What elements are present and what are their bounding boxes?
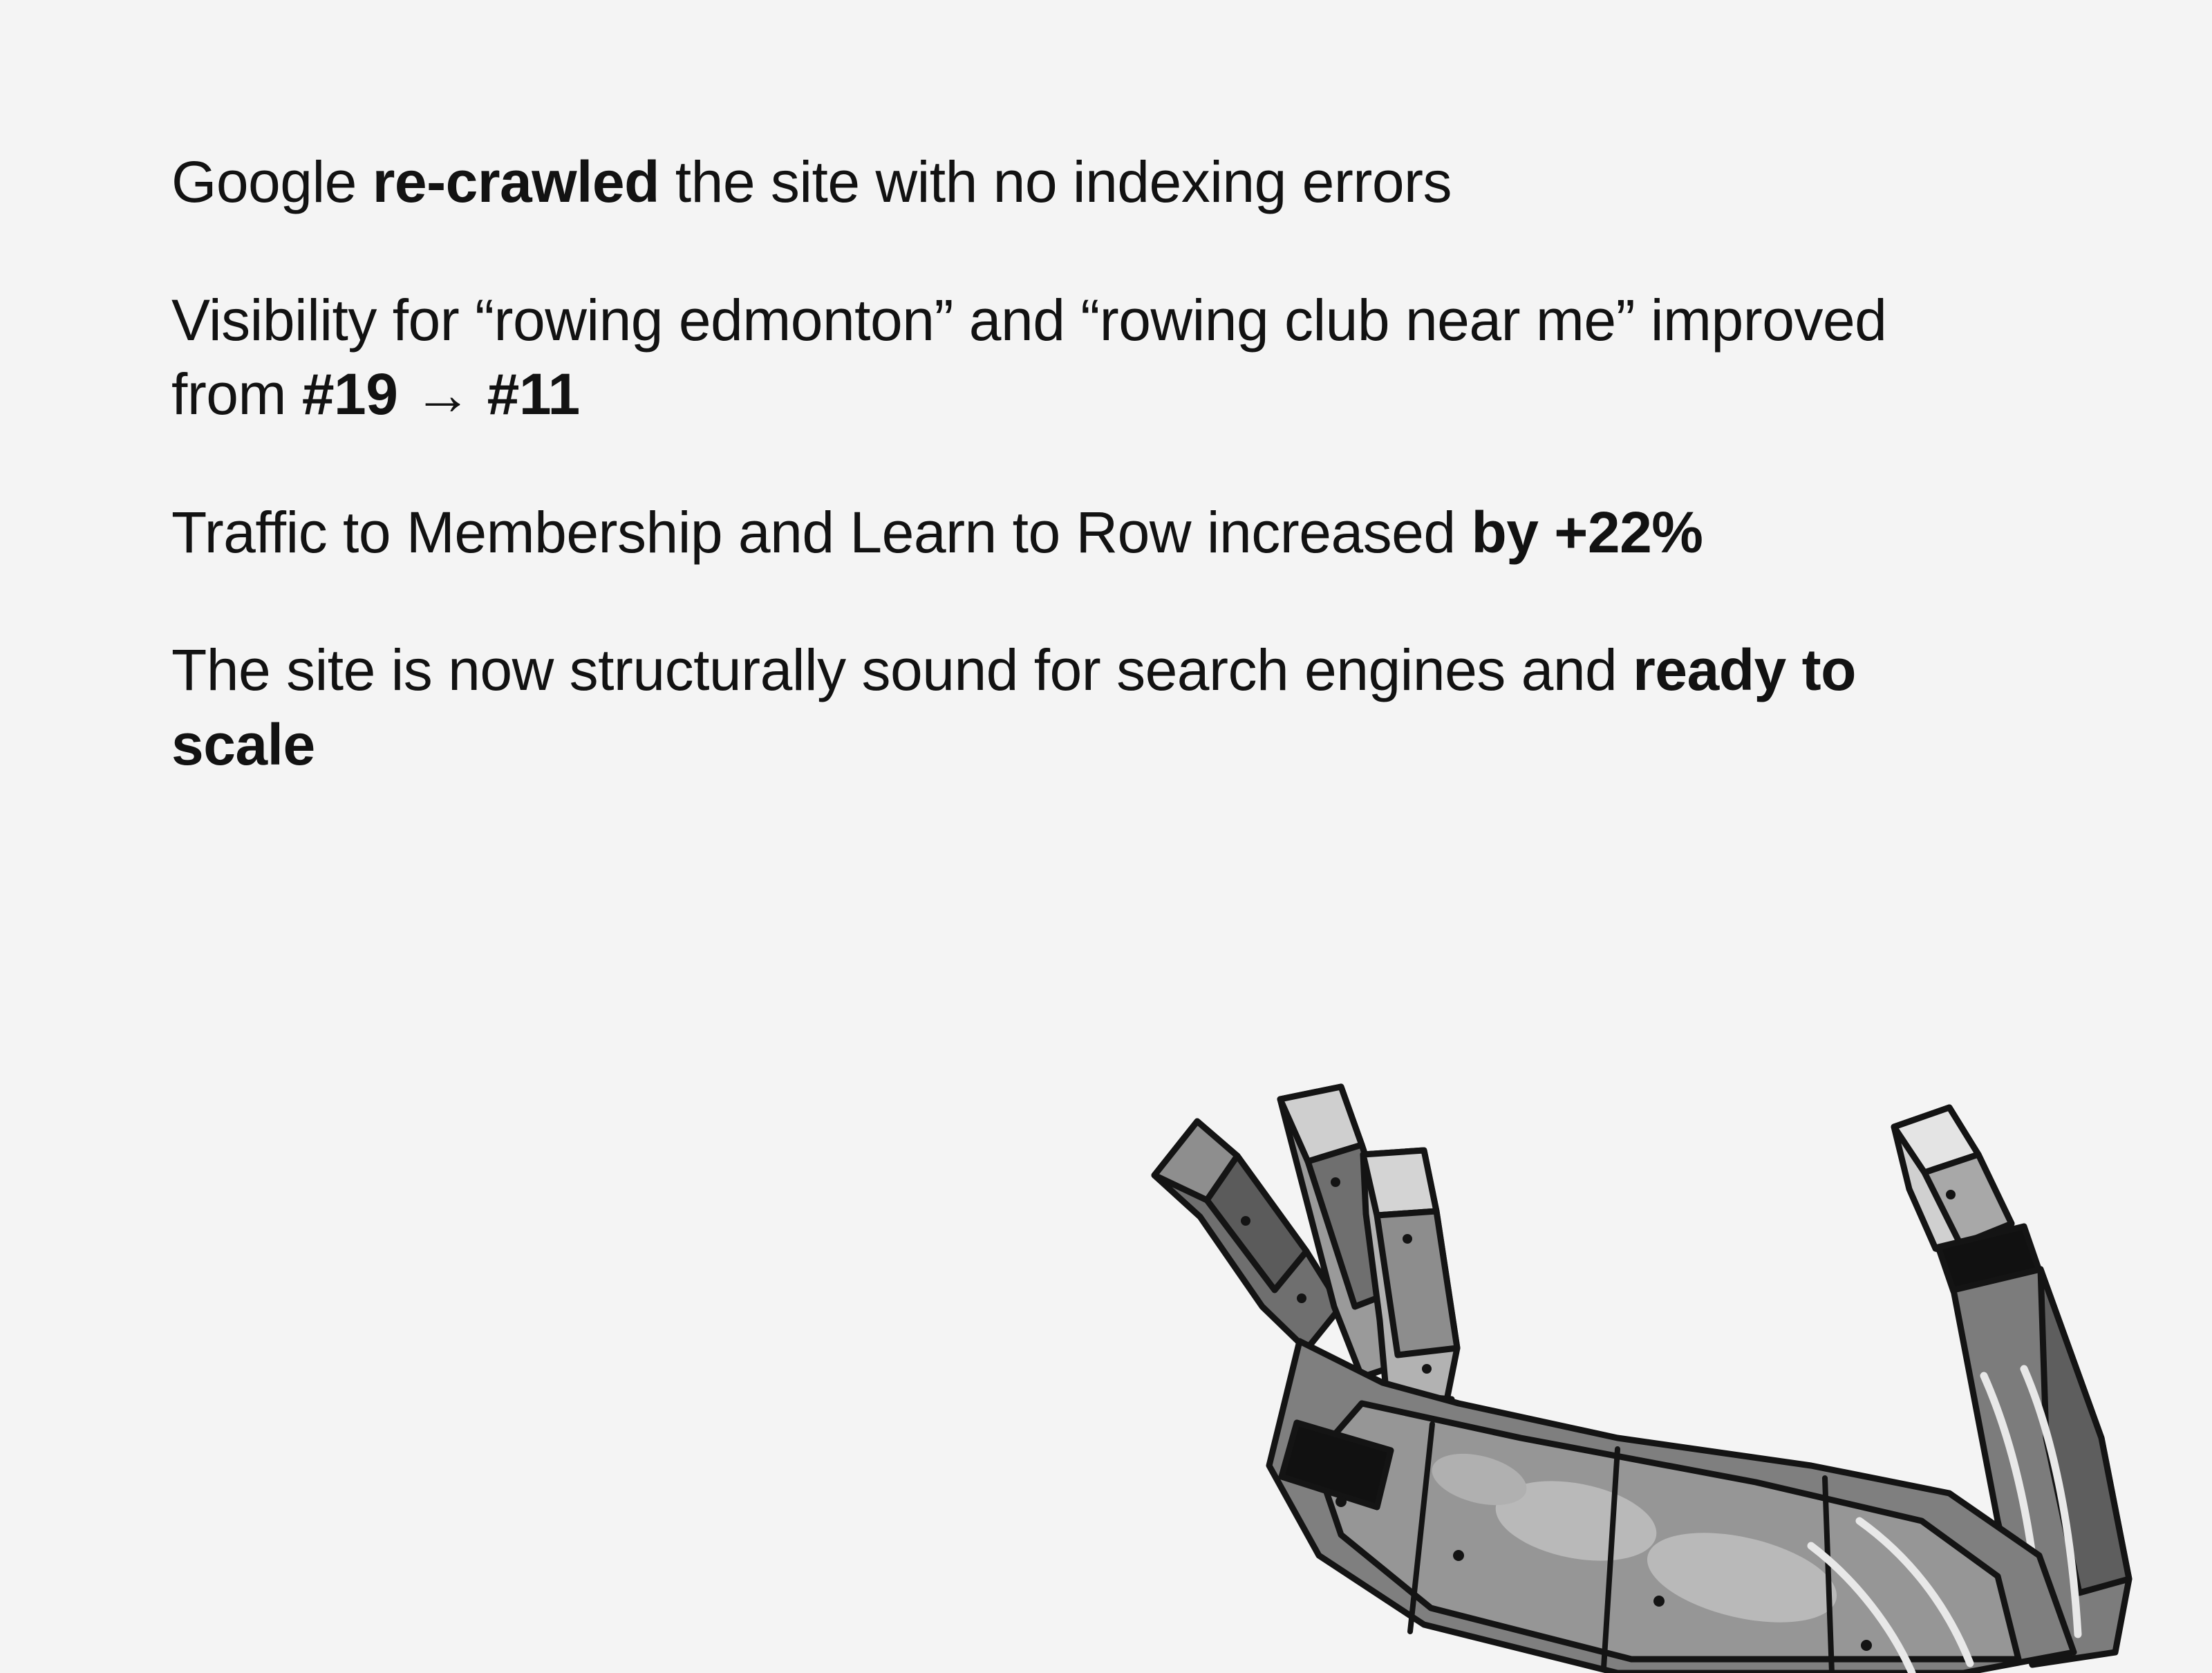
body-copy bbox=[171, 145, 2024, 782]
bullet-paragraph-2 bbox=[171, 283, 1983, 432]
emphasis-run: re-crawled bbox=[372, 149, 659, 214]
bullet-paragraph-1 bbox=[171, 145, 1969, 220]
emphasis-run: by +22% bbox=[1471, 499, 1703, 565]
bullet-paragraph-3 bbox=[171, 496, 1983, 570]
text-run: Visibility for “rowing edmonton” and “rowing club near me” improved from bbox=[171, 287, 1887, 427]
text-run: The site is now structurally sound for search engines and bbox=[171, 637, 1633, 703]
robotic-hand-illustration bbox=[1134, 1078, 2212, 1673]
text-run: Google bbox=[171, 149, 373, 214]
text-run: Traffic to Membership and Learn to Row increased bbox=[171, 499, 1472, 565]
emphasis-run: ready to scale bbox=[171, 637, 1856, 777]
emphasis-run: #19 → #11 bbox=[301, 362, 580, 427]
bullet-paragraph-4 bbox=[171, 633, 1983, 782]
text-run: the site with no indexing errors bbox=[659, 149, 1452, 214]
